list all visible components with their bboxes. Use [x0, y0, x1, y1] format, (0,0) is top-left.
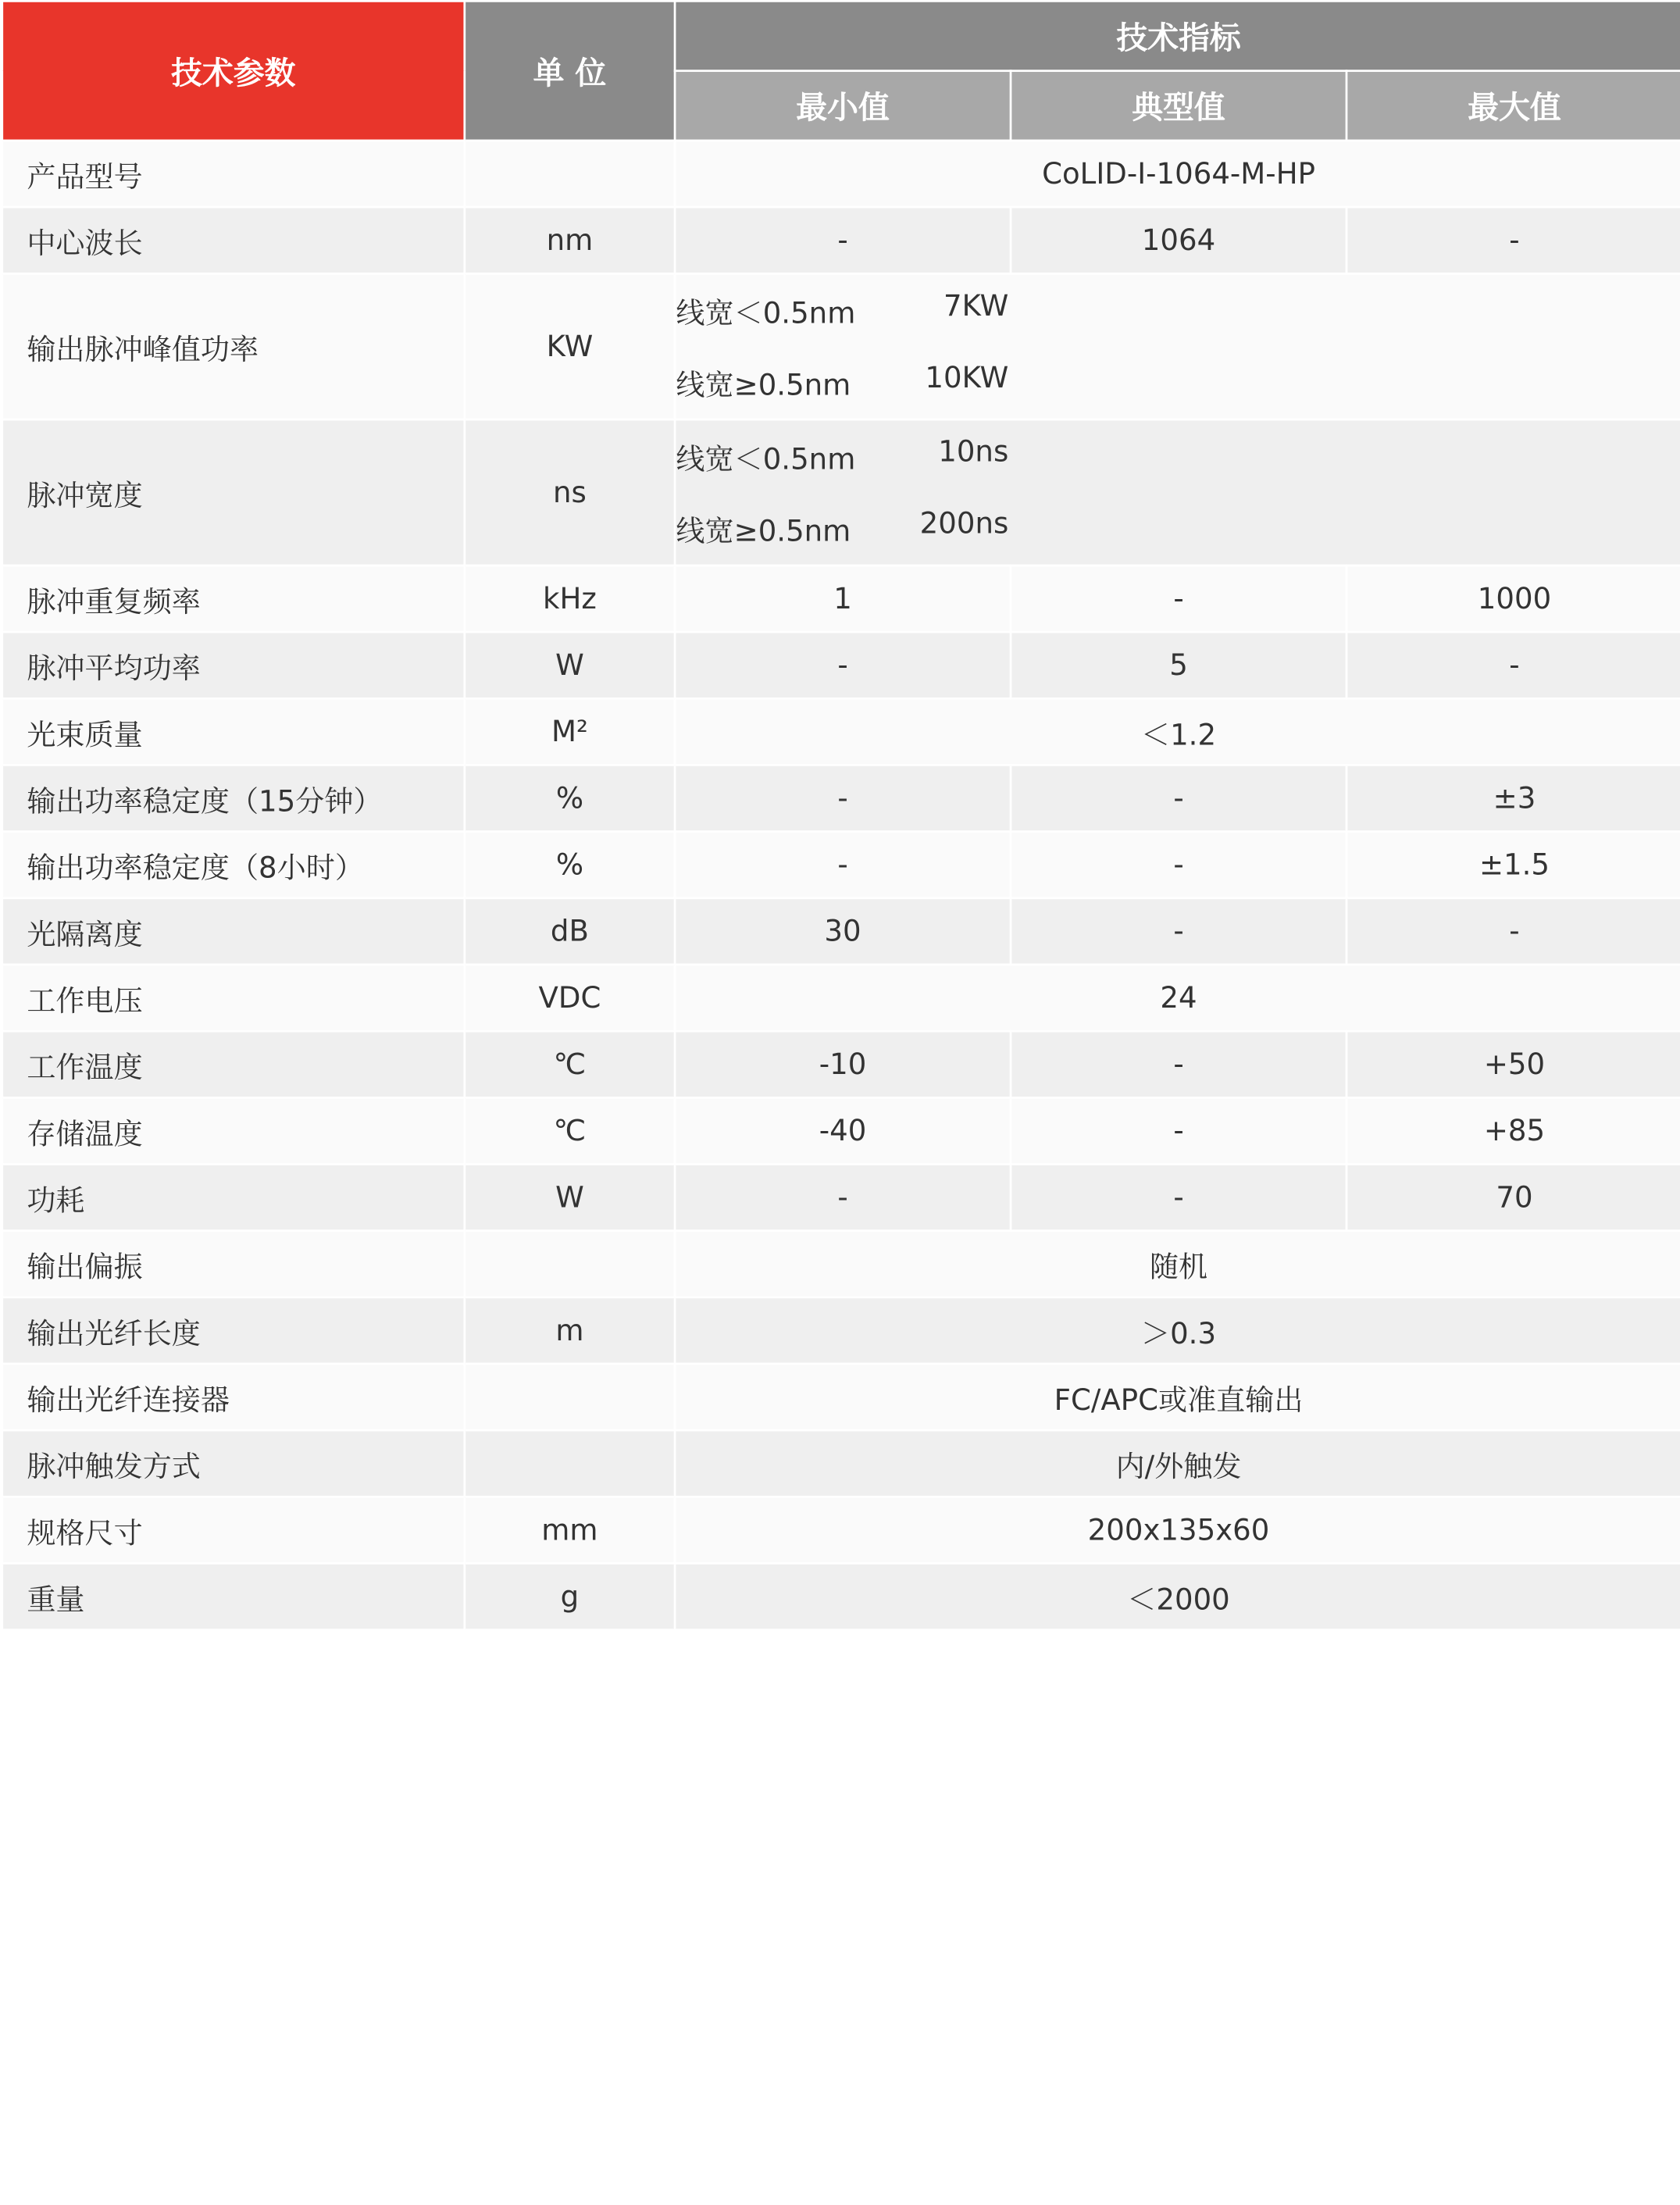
unit-cell: [465, 1231, 675, 1297]
condition-line: [676, 493, 1008, 565]
min-cell: 30: [675, 898, 1011, 965]
condition-label: 线宽＜0.5nm: [676, 297, 856, 331]
table-row-connector: [2, 1364, 1680, 1430]
condition-value: 7KW: [943, 289, 1009, 323]
param-label: 光束质量: [2, 698, 465, 765]
param-label: 输出偏振: [2, 1231, 465, 1297]
unit-cell: mm: [465, 1497, 675, 1563]
table-row-dimensions: [2, 1497, 1680, 1563]
param-label: 输出光纤长度: [2, 1297, 465, 1364]
value-cell: CoLID-I-1064-M-HP: [675, 141, 1680, 207]
condition-value: 10KW: [925, 361, 1009, 395]
max-cell: 70: [1346, 1164, 1680, 1230]
min-cell: -40: [675, 1097, 1011, 1164]
table-row-pulse-width: [2, 419, 1680, 566]
table-row-avg-power: [2, 632, 1680, 698]
value-cell: 24: [675, 965, 1680, 1031]
table-row-model: [2, 141, 1680, 207]
param-label: 工作温度: [2, 1031, 465, 1097]
max-cell: +50: [1346, 1031, 1680, 1097]
unit-cell: nm: [465, 207, 675, 273]
unit-cell: kHz: [465, 566, 675, 632]
max-cell: -: [1346, 898, 1680, 965]
param-label: 输出功率稳定度（15分钟）: [2, 765, 465, 831]
min-cell: -: [675, 1164, 1011, 1230]
condition-line: [676, 347, 1008, 419]
spec-table: [1, 0, 1680, 1631]
param-label: 规格尺寸: [2, 1497, 465, 1563]
table-row-voltage: [2, 965, 1680, 1031]
param-label: 输出光纤连接器: [2, 1364, 465, 1430]
table-row-rep-rate: [2, 566, 1680, 632]
typ-cell: -: [1011, 898, 1346, 965]
table-body: [2, 141, 1680, 1630]
value-cell: 随机: [675, 1231, 1680, 1297]
typ-cell: -: [1011, 566, 1346, 632]
param-label: 脉冲平均功率: [2, 632, 465, 698]
max-cell: -: [1346, 207, 1680, 273]
value-cell: 200x135x60: [675, 1497, 1680, 1563]
condition-label: 线宽≥0.5nm: [676, 369, 851, 403]
condition-value: 10ns: [938, 435, 1009, 469]
header-unit: 单 位: [465, 1, 675, 141]
max-cell: -: [1346, 632, 1680, 698]
table-row-stability-15min: [2, 765, 1680, 831]
unit-cell: %: [465, 832, 675, 898]
header-spec: 技术指标: [675, 1, 1680, 70]
condition-line: [676, 420, 1008, 492]
value-cell: FC/APC或准直输出: [675, 1364, 1680, 1430]
table-row-beam-quality: [2, 698, 1680, 765]
max-cell: ±1.5: [1346, 832, 1680, 898]
header-min: 最小值: [675, 71, 1011, 141]
param-label: 输出功率稳定度（8小时）: [2, 832, 465, 898]
table-row-weight: [2, 1563, 1680, 1629]
param-label: 中心波长: [2, 207, 465, 273]
table-row-store-temp: [2, 1097, 1680, 1164]
unit-cell: [465, 1430, 675, 1497]
header-max: 最大值: [1346, 71, 1680, 141]
table-row-stability-8h: [2, 832, 1680, 898]
min-cell: -: [675, 832, 1011, 898]
table-row-isolation: [2, 898, 1680, 965]
typ-cell: -: [1011, 1097, 1346, 1164]
param-label: 光隔离度: [2, 898, 465, 965]
table-row-trigger: [2, 1430, 1680, 1497]
value-cell: 内/外触发: [675, 1430, 1680, 1497]
min-cell: -: [675, 632, 1011, 698]
unit-cell: m: [465, 1297, 675, 1364]
min-cell: 1: [675, 566, 1011, 632]
unit-cell: W: [465, 1164, 675, 1230]
typ-cell: 5: [1011, 632, 1346, 698]
unit-cell: W: [465, 632, 675, 698]
param-label: 输出脉冲峰值功率: [2, 273, 465, 419]
value-cell: ＜2000: [675, 1563, 1680, 1629]
table-row-peak-power: [2, 273, 1680, 419]
param-label: 脉冲触发方式: [2, 1430, 465, 1497]
unit-cell: ns: [465, 419, 675, 566]
param-label: 脉冲宽度: [2, 419, 465, 566]
typ-cell: 1064: [1011, 207, 1346, 273]
unit-cell: ℃: [465, 1097, 675, 1164]
condition-label: 线宽≥0.5nm: [676, 515, 851, 548]
param-label: 重量: [2, 1563, 465, 1629]
typ-cell: -: [1011, 832, 1346, 898]
param-label: 脉冲重复频率: [2, 566, 465, 632]
param-label: 存储温度: [2, 1097, 465, 1164]
unit-cell: VDC: [465, 965, 675, 1031]
header-param: 技术参数: [2, 1, 465, 141]
unit-cell: %: [465, 765, 675, 831]
max-cell: 1000: [1346, 566, 1680, 632]
typ-cell: -: [1011, 1164, 1346, 1230]
unit-cell: ℃: [465, 1031, 675, 1097]
unit-cell: dB: [465, 898, 675, 965]
min-cell: -: [675, 207, 1011, 273]
min-cell: -10: [675, 1031, 1011, 1097]
conditional-value-cell: [675, 419, 1680, 566]
unit-cell: M²: [465, 698, 675, 765]
param-label: 产品型号: [2, 141, 465, 207]
unit-cell: g: [465, 1563, 675, 1629]
header-typ: 典型值: [1011, 71, 1346, 141]
value-cell: ＜1.2: [675, 698, 1680, 765]
table-row-polarization: [2, 1231, 1680, 1297]
param-label: 工作电压: [2, 965, 465, 1031]
unit-cell: [465, 1364, 675, 1430]
max-cell: +85: [1346, 1097, 1680, 1164]
unit-cell: [465, 141, 675, 207]
table-row-consumption: [2, 1164, 1680, 1230]
table-row-wavelength: [2, 207, 1680, 273]
conditional-value-cell: [675, 273, 1680, 419]
unit-cell: KW: [465, 273, 675, 419]
condition-value: 200ns: [919, 507, 1009, 541]
table-header: [2, 1, 1680, 141]
param-label: 功耗: [2, 1164, 465, 1230]
table-row-op-temp: [2, 1031, 1680, 1097]
condition-line: [676, 275, 1008, 347]
value-cell: ＞0.3: [675, 1297, 1680, 1364]
condition-label: 线宽＜0.5nm: [676, 443, 856, 476]
typ-cell: -: [1011, 1031, 1346, 1097]
table-row-fiber-length: [2, 1297, 1680, 1364]
max-cell: ±3: [1346, 765, 1680, 831]
min-cell: -: [675, 765, 1011, 831]
typ-cell: -: [1011, 765, 1346, 831]
